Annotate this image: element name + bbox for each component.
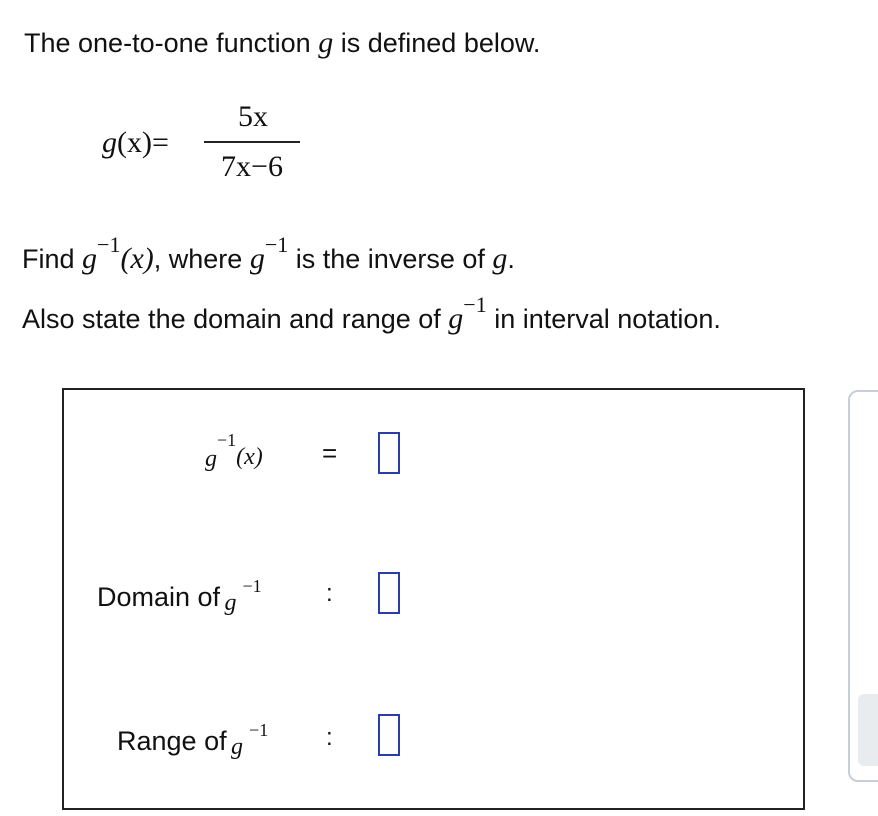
also-line bbox=[22, 292, 721, 336]
also-exp: −1 bbox=[463, 292, 487, 317]
also-g: g bbox=[448, 302, 464, 335]
inverse-arg: (x) bbox=[236, 444, 263, 470]
find-period: . bbox=[507, 244, 515, 274]
find-exp: −1 bbox=[97, 232, 121, 257]
also-rest: in interval notation. bbox=[494, 304, 721, 334]
domain-g: g bbox=[224, 590, 237, 616]
range-label-text: Range of bbox=[117, 726, 227, 756]
fraction-denominator: 7x−6 bbox=[221, 150, 283, 183]
range-label bbox=[117, 712, 269, 760]
side-tool-button[interactable] bbox=[858, 694, 878, 766]
definition-arg: (x) bbox=[117, 126, 152, 159]
also-text: Also state the domain and range of bbox=[22, 304, 441, 334]
find-word: Find bbox=[22, 244, 75, 274]
find-g2: g bbox=[249, 242, 265, 275]
inverse-exp: −1 bbox=[217, 430, 237, 450]
intro-prefix: The one-to-one function bbox=[24, 28, 311, 58]
intro-var: g bbox=[318, 26, 334, 59]
range-g: g bbox=[231, 734, 244, 760]
fraction-numerator: 5x bbox=[238, 100, 268, 133]
inverse-g: g bbox=[205, 446, 217, 472]
inverse-input[interactable] bbox=[378, 432, 400, 474]
intro-line bbox=[24, 26, 540, 60]
find-line bbox=[22, 232, 515, 276]
range-input[interactable] bbox=[378, 714, 400, 756]
find-arg: (x) bbox=[120, 242, 154, 275]
inverse-label bbox=[205, 428, 263, 472]
find-exp2: −1 bbox=[264, 232, 289, 257]
domain-label bbox=[97, 568, 262, 616]
definition-fn: g bbox=[102, 126, 117, 159]
domain-input[interactable] bbox=[378, 572, 400, 614]
domain-label-text: Domain of bbox=[97, 582, 221, 612]
find-comma-where: , where bbox=[153, 244, 243, 274]
inverse-sep: = bbox=[322, 438, 338, 468]
find-g3: g bbox=[492, 242, 508, 275]
range-sep: : bbox=[326, 724, 333, 751]
intro-suffix: is defined below. bbox=[340, 28, 541, 58]
find-g: g bbox=[82, 242, 98, 275]
domain-exp: −1 bbox=[242, 576, 262, 596]
definition-equals: = bbox=[151, 126, 169, 159]
definition-lhs bbox=[102, 126, 169, 160]
range-exp: −1 bbox=[249, 720, 269, 740]
domain-sep: : bbox=[326, 580, 333, 607]
find-rest: is the inverse of bbox=[295, 244, 485, 274]
fraction-bar bbox=[204, 141, 300, 143]
